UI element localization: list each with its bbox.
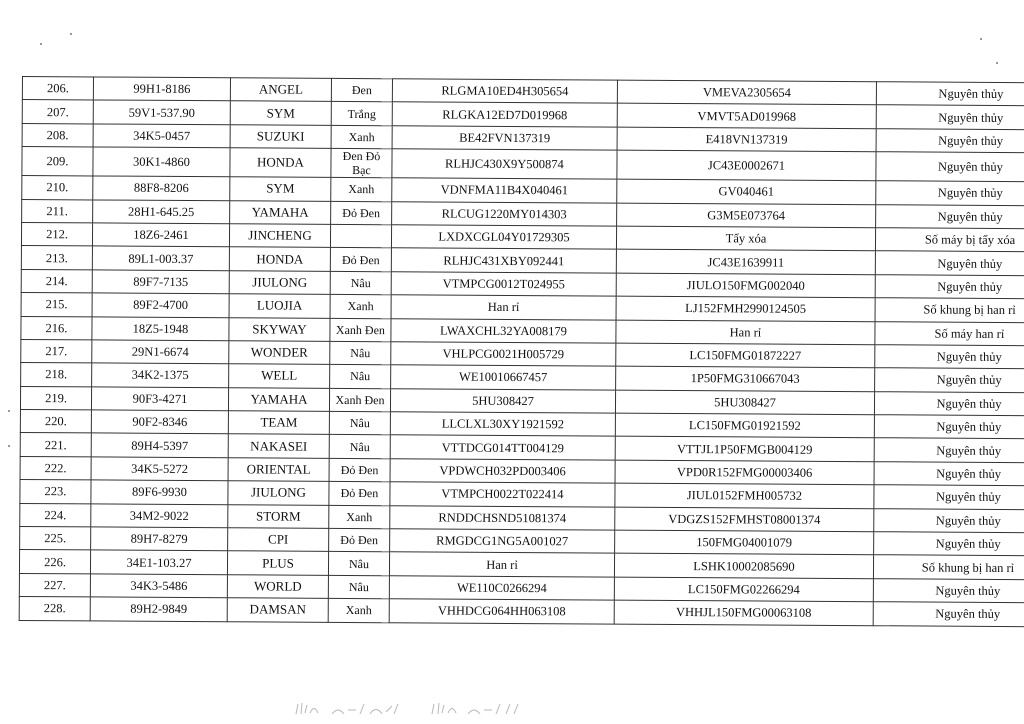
row-number: 222. [20, 456, 91, 480]
faded-stamp-marks [292, 698, 552, 720]
plate-number: 99H1-8186 [93, 77, 230, 101]
row-number: 210. [22, 176, 93, 200]
engine-number: LSHK10002085690 [614, 554, 873, 579]
inspection-status: Số khung bị han rỉ [873, 555, 1024, 580]
plate-number: 90F2-8346 [91, 410, 228, 434]
row-number: 206. [22, 77, 93, 101]
vehicle-color: Xanh [330, 295, 391, 319]
row-number: 223. [20, 480, 91, 504]
engine-number: VMEVA2305654 [617, 80, 876, 105]
inspection-status: Nguyên thủy [875, 368, 1024, 393]
inspection-status: Nguyên thủy [874, 532, 1024, 557]
vehicle-color: Trắng [331, 102, 392, 126]
engine-number: VHHJL150FMG00063108 [614, 600, 873, 625]
vehicle-brand: HONDA [230, 148, 331, 178]
frame-number: LLCLXL30XY1921592 [390, 412, 615, 437]
vehicle-brand: ANGEL [230, 78, 331, 102]
plate-number: 89F2-4700 [92, 293, 229, 317]
plate-number: 30K1-4860 [93, 147, 230, 177]
frame-number: Han rỉ [391, 295, 616, 320]
plate-number: 89L1-003.37 [92, 246, 229, 270]
frame-number: VHLPCG0021H005729 [391, 342, 616, 367]
inspection-status: Nguyên thủy [874, 462, 1024, 487]
inspection-status: Nguyên thủy [876, 129, 1024, 154]
vehicle-color: Nâu [328, 575, 389, 599]
engine-number: JC43E0002671 [617, 150, 876, 181]
frame-number: LXDXCGL04Y01729305 [391, 225, 616, 250]
frame-number: RLHJC431XBY092441 [391, 248, 616, 273]
frame-number: VTTDCG014TT004129 [390, 435, 615, 460]
engine-number: LC150FMG02266294 [614, 577, 873, 602]
row-number: 221. [20, 433, 91, 457]
frame-number: VTMPCG0012T024955 [391, 271, 616, 296]
vehicle-brand: HONDA [229, 247, 330, 271]
frame-number: RLHJC430X9Y500874 [392, 149, 617, 179]
vehicle-brand: NAKASEI [228, 434, 329, 458]
vehicle-color: Đỏ Đen [329, 528, 390, 552]
row-number: 211. [22, 199, 93, 223]
inspection-status: Nguyên thủy [873, 579, 1024, 604]
frame-number: RLGKA12ED7D019968 [392, 102, 617, 127]
vehicle-brand: PLUS [227, 551, 328, 575]
frame-number: WE10010667457 [391, 365, 616, 390]
engine-number: LJ152FMH2990124505 [616, 296, 875, 321]
plate-number: 34E1-103.27 [90, 550, 227, 574]
plate-number: 89H4-5397 [91, 433, 228, 457]
frame-number: RLGMA10ED4H305654 [392, 79, 617, 104]
row-number: 219. [20, 386, 91, 410]
inspection-status: Nguyên thủy [874, 438, 1024, 463]
vehicle-brand: LUOJIA [229, 294, 330, 318]
scan-speck [980, 38, 982, 40]
row-number: 214. [21, 269, 92, 293]
vehicle-color: Xanh Đen [329, 388, 390, 412]
inspection-status: Số máy bị tẩy xóa [875, 228, 1024, 253]
vehicle-color: Xanh [329, 505, 390, 529]
vehicle-color: Đỏ Đen [330, 248, 391, 272]
records-table-body [19, 77, 1024, 627]
vehicle-brand: SYM [230, 101, 331, 125]
vehicle-color: Nâu [329, 411, 390, 435]
inspection-status: Nguyên thủy [876, 82, 1024, 107]
engine-number: 5HU308427 [615, 390, 874, 415]
plate-number: 89F7-7135 [92, 270, 229, 294]
row-number: 207. [22, 100, 93, 124]
inspection-status: Nguyên thủy [874, 508, 1024, 533]
engine-number: VMVT5AD019968 [617, 104, 876, 129]
row-number: 227. [19, 573, 90, 597]
vehicle-brand: SYM [230, 177, 331, 201]
vehicle-brand: ORIENTAL [228, 458, 329, 482]
frame-number: VPDWCH032PD003406 [390, 459, 615, 484]
vehicle-color [330, 224, 391, 248]
row-number: 225. [20, 527, 91, 551]
vehicle-color: Xanh [331, 178, 392, 202]
vehicle-color: Nâu [329, 435, 390, 459]
row-number: 217. [21, 339, 92, 363]
frame-number: RNDDCHSND51081374 [390, 505, 615, 530]
inspection-status: Nguyên thủy [876, 105, 1024, 130]
frame-number: WE110C0266294 [389, 576, 614, 601]
plate-number: 34K5-0457 [93, 124, 230, 148]
plate-number: 18Z6-2461 [92, 223, 229, 247]
engine-number: LC150FMG01872227 [616, 343, 875, 368]
vehicle-brand: SKYWAY [229, 317, 330, 341]
row-number: 216. [21, 316, 92, 340]
scan-speck [40, 43, 42, 45]
vehicle-color: Đỏ Đen [331, 201, 392, 225]
frame-number: RMGDCG1NG5A001027 [390, 529, 615, 554]
inspection-status: Số máy han rỉ [875, 321, 1024, 346]
frame-number: 5HU308427 [390, 388, 615, 413]
vehicle-brand: JIULONG [229, 271, 330, 295]
row-number: 224. [20, 503, 91, 527]
inspection-status: Nguyên thủy [874, 485, 1024, 510]
engine-number: VDGZS152FMHST08001374 [615, 507, 874, 532]
vehicle-brand: DAMSAN [227, 598, 328, 622]
frame-number: Han rỉ [389, 552, 614, 577]
engine-number: JIULO150FMG002040 [616, 273, 875, 298]
frame-number: VTMPCH0022T022414 [390, 482, 615, 507]
plate-number: 88F8-8206 [93, 176, 230, 200]
row-number: 209. [22, 147, 93, 176]
vehicle-brand: YAMAHA [228, 387, 329, 411]
vehicle-color: Đen Đỏ Bạc [331, 149, 392, 178]
vehicle-brand: WORLD [227, 575, 328, 599]
vehicle-brand: JIULONG [228, 481, 329, 505]
vehicle-color: Đỏ Đen [329, 458, 390, 482]
row-number: 226. [19, 550, 90, 574]
vehicle-color: Xanh Đen [330, 318, 391, 342]
inspection-status: Nguyên thủy [876, 181, 1024, 206]
scan-speck [996, 62, 998, 64]
engine-number: E418VN137319 [617, 127, 876, 152]
plate-number: 89F6-9930 [91, 480, 228, 504]
plate-number: 29N1-6674 [92, 340, 229, 364]
inspection-status: Nguyên thủy [874, 415, 1024, 440]
plate-number: 89H2-9849 [90, 597, 227, 621]
row-number: 220. [20, 410, 91, 434]
inspection-status: Số khung bị han rỉ [875, 298, 1024, 323]
frame-number: VHHDCG064HH063108 [389, 599, 614, 624]
engine-number: JC43E1639911 [616, 249, 875, 274]
plate-number: 90F3-4271 [91, 387, 228, 411]
engine-number: VPD0R152FMG00003406 [615, 460, 874, 485]
row-number: 213. [21, 246, 92, 270]
vehicle-color: Nâu [328, 552, 389, 576]
row-number: 215. [21, 293, 92, 317]
inspection-status: Nguyên thủy [876, 204, 1024, 229]
vehicle-brand: SUZUKI [230, 125, 331, 149]
vehicle-color: Đỏ Đen [329, 482, 390, 506]
vehicle-color: Nâu [330, 365, 391, 389]
row-number: 212. [21, 222, 92, 246]
engine-number: 1P50FMG310667043 [616, 366, 875, 391]
plate-number: 34K5-5272 [91, 457, 228, 481]
inspection-status: Nguyên thủy [875, 251, 1024, 276]
records-table [19, 76, 1024, 627]
plate-number: 18Z5-1948 [92, 316, 229, 340]
engine-number: VTTJL1P50FMGB004129 [615, 437, 874, 462]
vehicle-brand: STORM [228, 504, 329, 528]
plate-number: 89H7-8279 [91, 527, 228, 551]
vehicle-brand: YAMAHA [230, 200, 331, 224]
vehicle-color: Nâu [330, 271, 391, 295]
engine-number: LC150FMG01921592 [615, 413, 874, 438]
row-number: 208. [22, 123, 93, 147]
scan-speck [8, 410, 10, 412]
vehicle-color: Xanh [331, 125, 392, 149]
inspection-status: Nguyên thủy [873, 602, 1024, 627]
table-row [19, 597, 1024, 627]
frame-number: LWAXCHL32YA008179 [391, 318, 616, 343]
vehicle-color: Đen [331, 78, 392, 102]
vehicle-brand: WONDER [229, 341, 330, 365]
row-number: 228. [19, 597, 90, 621]
frame-number: RLCUG1220MY014303 [392, 201, 617, 226]
engine-number: Tẩy xóa [616, 226, 875, 251]
engine-number: GV040461 [617, 179, 876, 204]
engine-number: 150FMG04001079 [615, 530, 874, 555]
inspection-status: Nguyên thủy [875, 345, 1024, 370]
vehicle-brand: WELL [229, 364, 330, 388]
plate-number: 34K3-5486 [90, 574, 227, 598]
inspection-status: Nguyên thủy [875, 274, 1024, 299]
inspection-status: Nguyên thủy [874, 391, 1024, 416]
plate-number: 28H1-645.25 [93, 199, 230, 223]
vehicle-color: Nâu [330, 341, 391, 365]
vehicle-brand: TEAM [228, 411, 329, 435]
row-number: 218. [21, 363, 92, 387]
vehicle-brand: CPI [228, 528, 329, 552]
engine-number: Han rỉ [616, 320, 875, 345]
vehicle-brand: JINCHENG [229, 224, 330, 248]
frame-number: BE42FVN137319 [392, 126, 617, 151]
engine-number: JIUL0152FMH005732 [615, 483, 874, 508]
plate-number: 34M2-9022 [91, 504, 228, 528]
plate-number: 59V1-537.90 [93, 100, 230, 124]
scan-speck [8, 445, 10, 447]
frame-number: VDNFMA11B4X040461 [392, 178, 617, 203]
vehicle-color: Xanh [328, 599, 389, 623]
inspection-status: Nguyên thủy [876, 152, 1024, 182]
plate-number: 34K2-1375 [92, 363, 229, 387]
engine-number: G3M5E073764 [617, 203, 876, 228]
scan-speck [70, 33, 72, 35]
